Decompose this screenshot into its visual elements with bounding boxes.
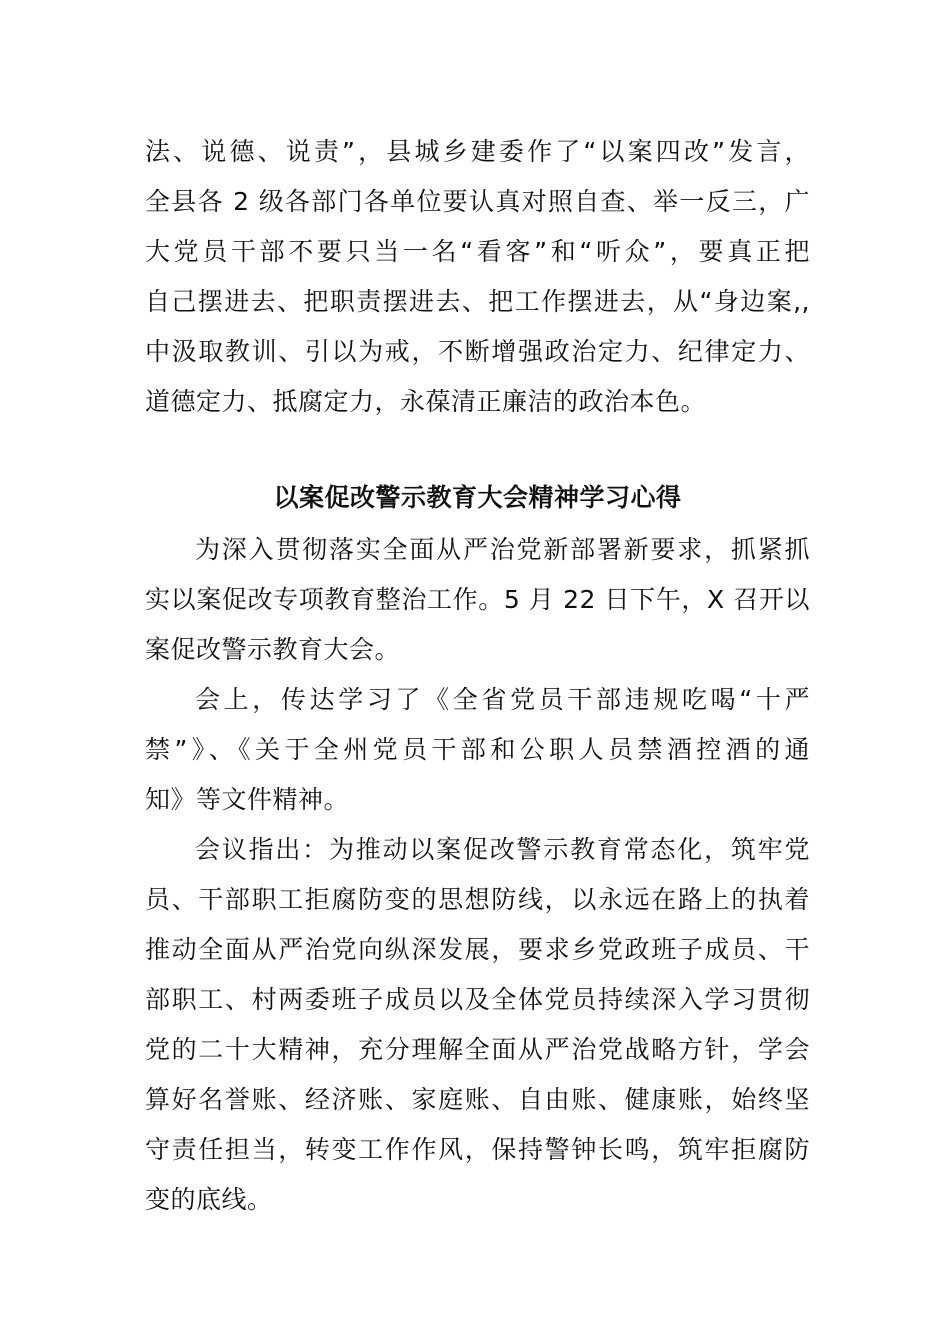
paragraph-line: 算好名誉账、经济账、家庭账、自由账、健康账，始终坚 [145,1085,810,1114]
paragraph-line: 禁”》、《关于全州党员干部和公职人员禁酒控酒的通 [145,735,810,764]
paragraph-line: 会上，传达学习了《全省党员干部违规吃喝“十严 [195,685,810,714]
section-title: 以案促改警示教育大会精神学习心得 [273,483,682,512]
paragraph-line: 守责任担当，转变工作作风，保持警钟长鸣，筑牢拒腐防 [145,1135,810,1164]
paragraph-line: 知》等文件精神。 [145,785,350,814]
paragraph-line: 法、说德、说责”，县城乡建委作了“以案四改”发言， [145,137,810,166]
paragraph-line: 案促改警示教育大会。 [145,635,401,664]
paragraph-line: 全县各 2 级各部门各单位要认真对照自查、举一反三，广 [145,187,810,216]
paragraph-line: 道德定力、抵腐定力，永葆清正廉洁的政治本色。 [145,387,707,416]
paragraph-line: 为深入贯彻落实全面从严治党新部署新要求，抓紧抓 [195,535,810,564]
paragraph-line: 自己摆进去、把职责摆进去、把工作摆进去，从“身边案,, [145,287,810,316]
paragraph-line: 党的二十大精神，充分理解全面从严治党战略方针，学会 [145,1035,810,1064]
paragraph-line: 员、干部职工拒腐防变的思想防线，以永远在路上的执着 [145,885,810,914]
paragraph-line: 会议指出：为推动以案促改警示教育常态化，筑牢党 [195,835,810,864]
paragraph-line: 大党员干部不要只当一名“看客”和“听众”，要真正把 [145,237,810,266]
paragraph-line: 变的底线。 [145,1185,273,1214]
paragraph-line: 推动全面从严治党向纵深发展，要求乡党政班子成员、干 [145,935,810,964]
paragraph-line: 中汲取教训、引以为戒，不断增强政治定力、纪律定力、 [145,337,810,366]
paragraph-line: 部职工、村两委班子成员以及全体党员持续深入学习贯彻 [145,985,810,1014]
paragraph-line: 实以案促改专项教育整治工作。5 月 22 日下午，X 召开以 [145,585,810,614]
